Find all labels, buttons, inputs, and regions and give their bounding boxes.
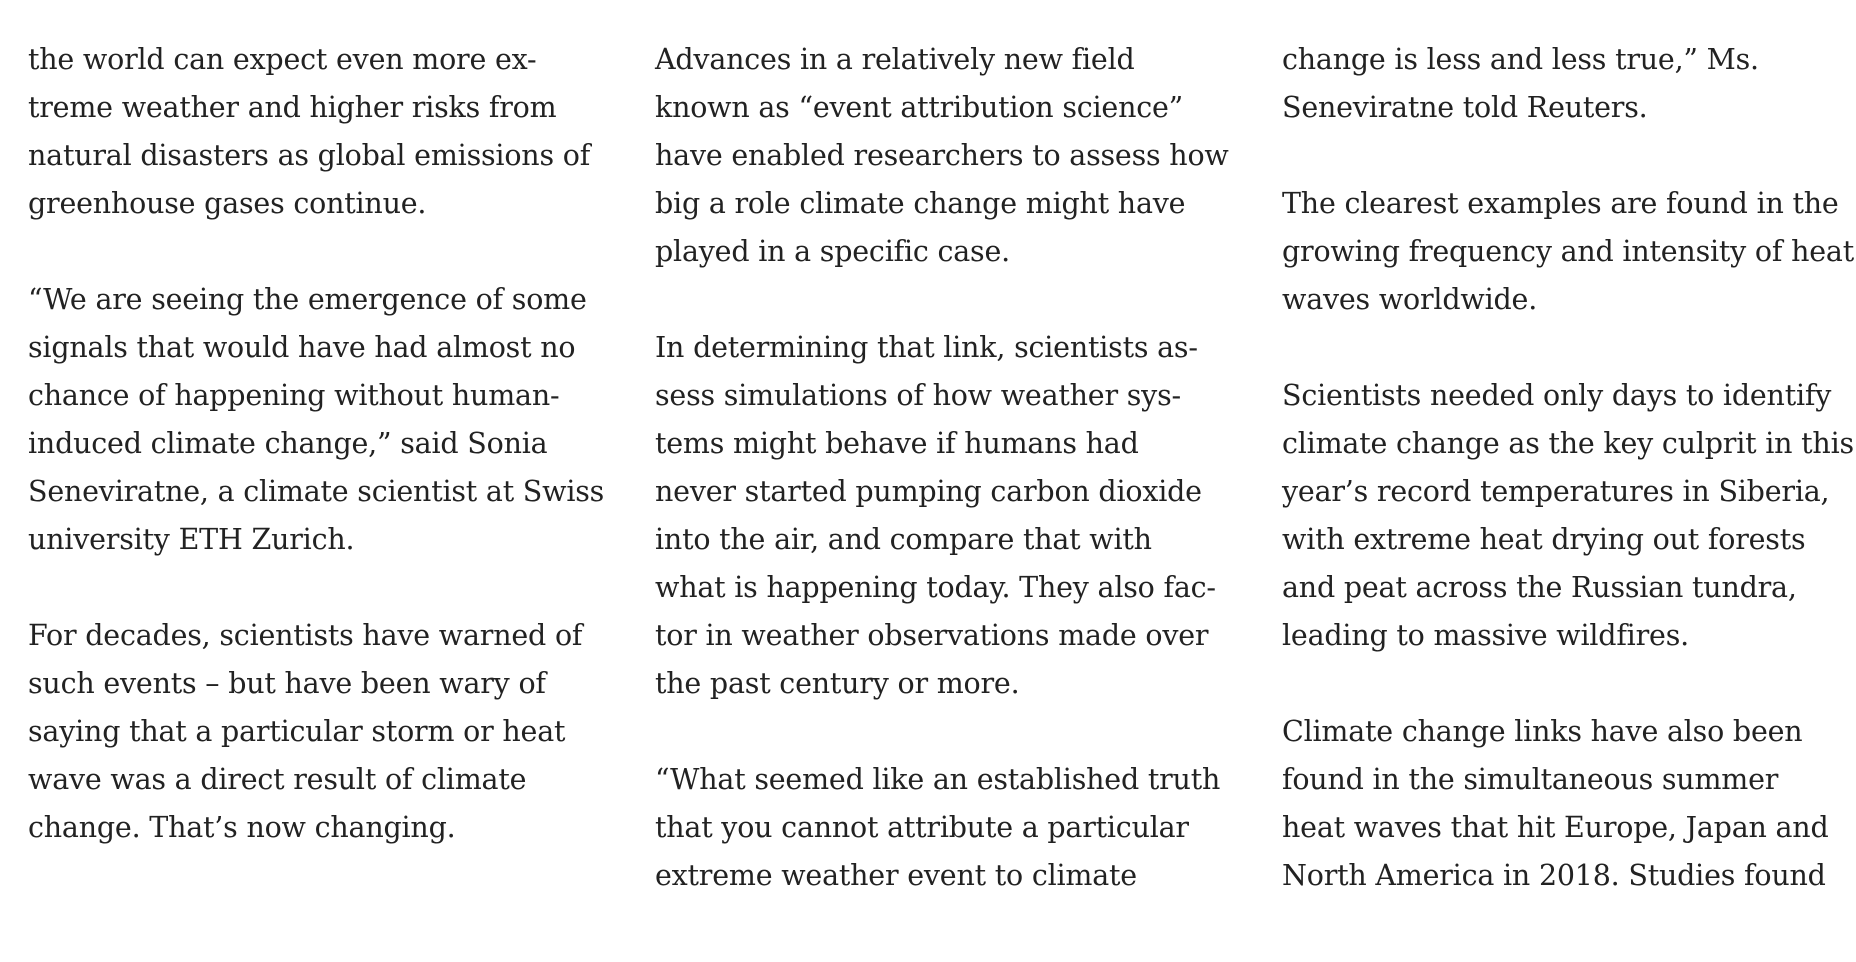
article-column-1 — [28, 36, 628, 900]
paragraph: In determining that link, scientists as- sess simulations of how weather sys- tems might behave if humans had never started pumping carbon dioxide into the air, and compare that with what is happening today. They also fac- tor in weather observations made over the past century or more. — [655, 331, 1216, 700]
paragraph: Climate change links have also been found in the simultaneous summer heat waves that hit Europe, Japan and North America in 2018. Studies found — [1282, 715, 1829, 892]
paragraph: The clearest examples are found in the growing frequency and intensity of heat waves worldwide. — [1282, 187, 1854, 316]
paragraph: “We are seeing the emergence of some signals that would have had almost no chance of happening without human- induced climate change,” said Sonia Seneviratne, a climate scientist at Swiss university ETH Zurich. — [28, 283, 605, 556]
paragraph: the world can expect even more ex- treme weather and higher risks from natural disasters as global emissions of greenhouse gases continue. — [28, 43, 591, 220]
paragraph: change is less and less true,” Ms. Seneviratne told Reuters. — [1282, 43, 1759, 124]
paragraph: “What seemed like an established truth that you cannot attribute a particular extreme weather event to climate — [655, 763, 1221, 892]
paragraph: For decades, scientists have warned of such events – but have been wary of saying that a particular storm or heat wave was a direct result of climate change. That’s now changing. — [28, 619, 583, 844]
article-column-3 — [1282, 36, 1856, 948]
paragraph: Advances in a relatively new field known as “event attribution science” have enabled researchers to assess how big a role climate change might have played in a specific case. — [655, 43, 1229, 268]
paragraph: Scientists needed only days to identify climate change as the key culprit in this year’s record temperatures in Siberia, with extreme heat drying out forests and peat across the Russian tundra, leading to massive wildfires. — [1282, 379, 1854, 652]
article-columns — [0, 36, 1856, 936]
article-column-2 — [655, 36, 1255, 948]
